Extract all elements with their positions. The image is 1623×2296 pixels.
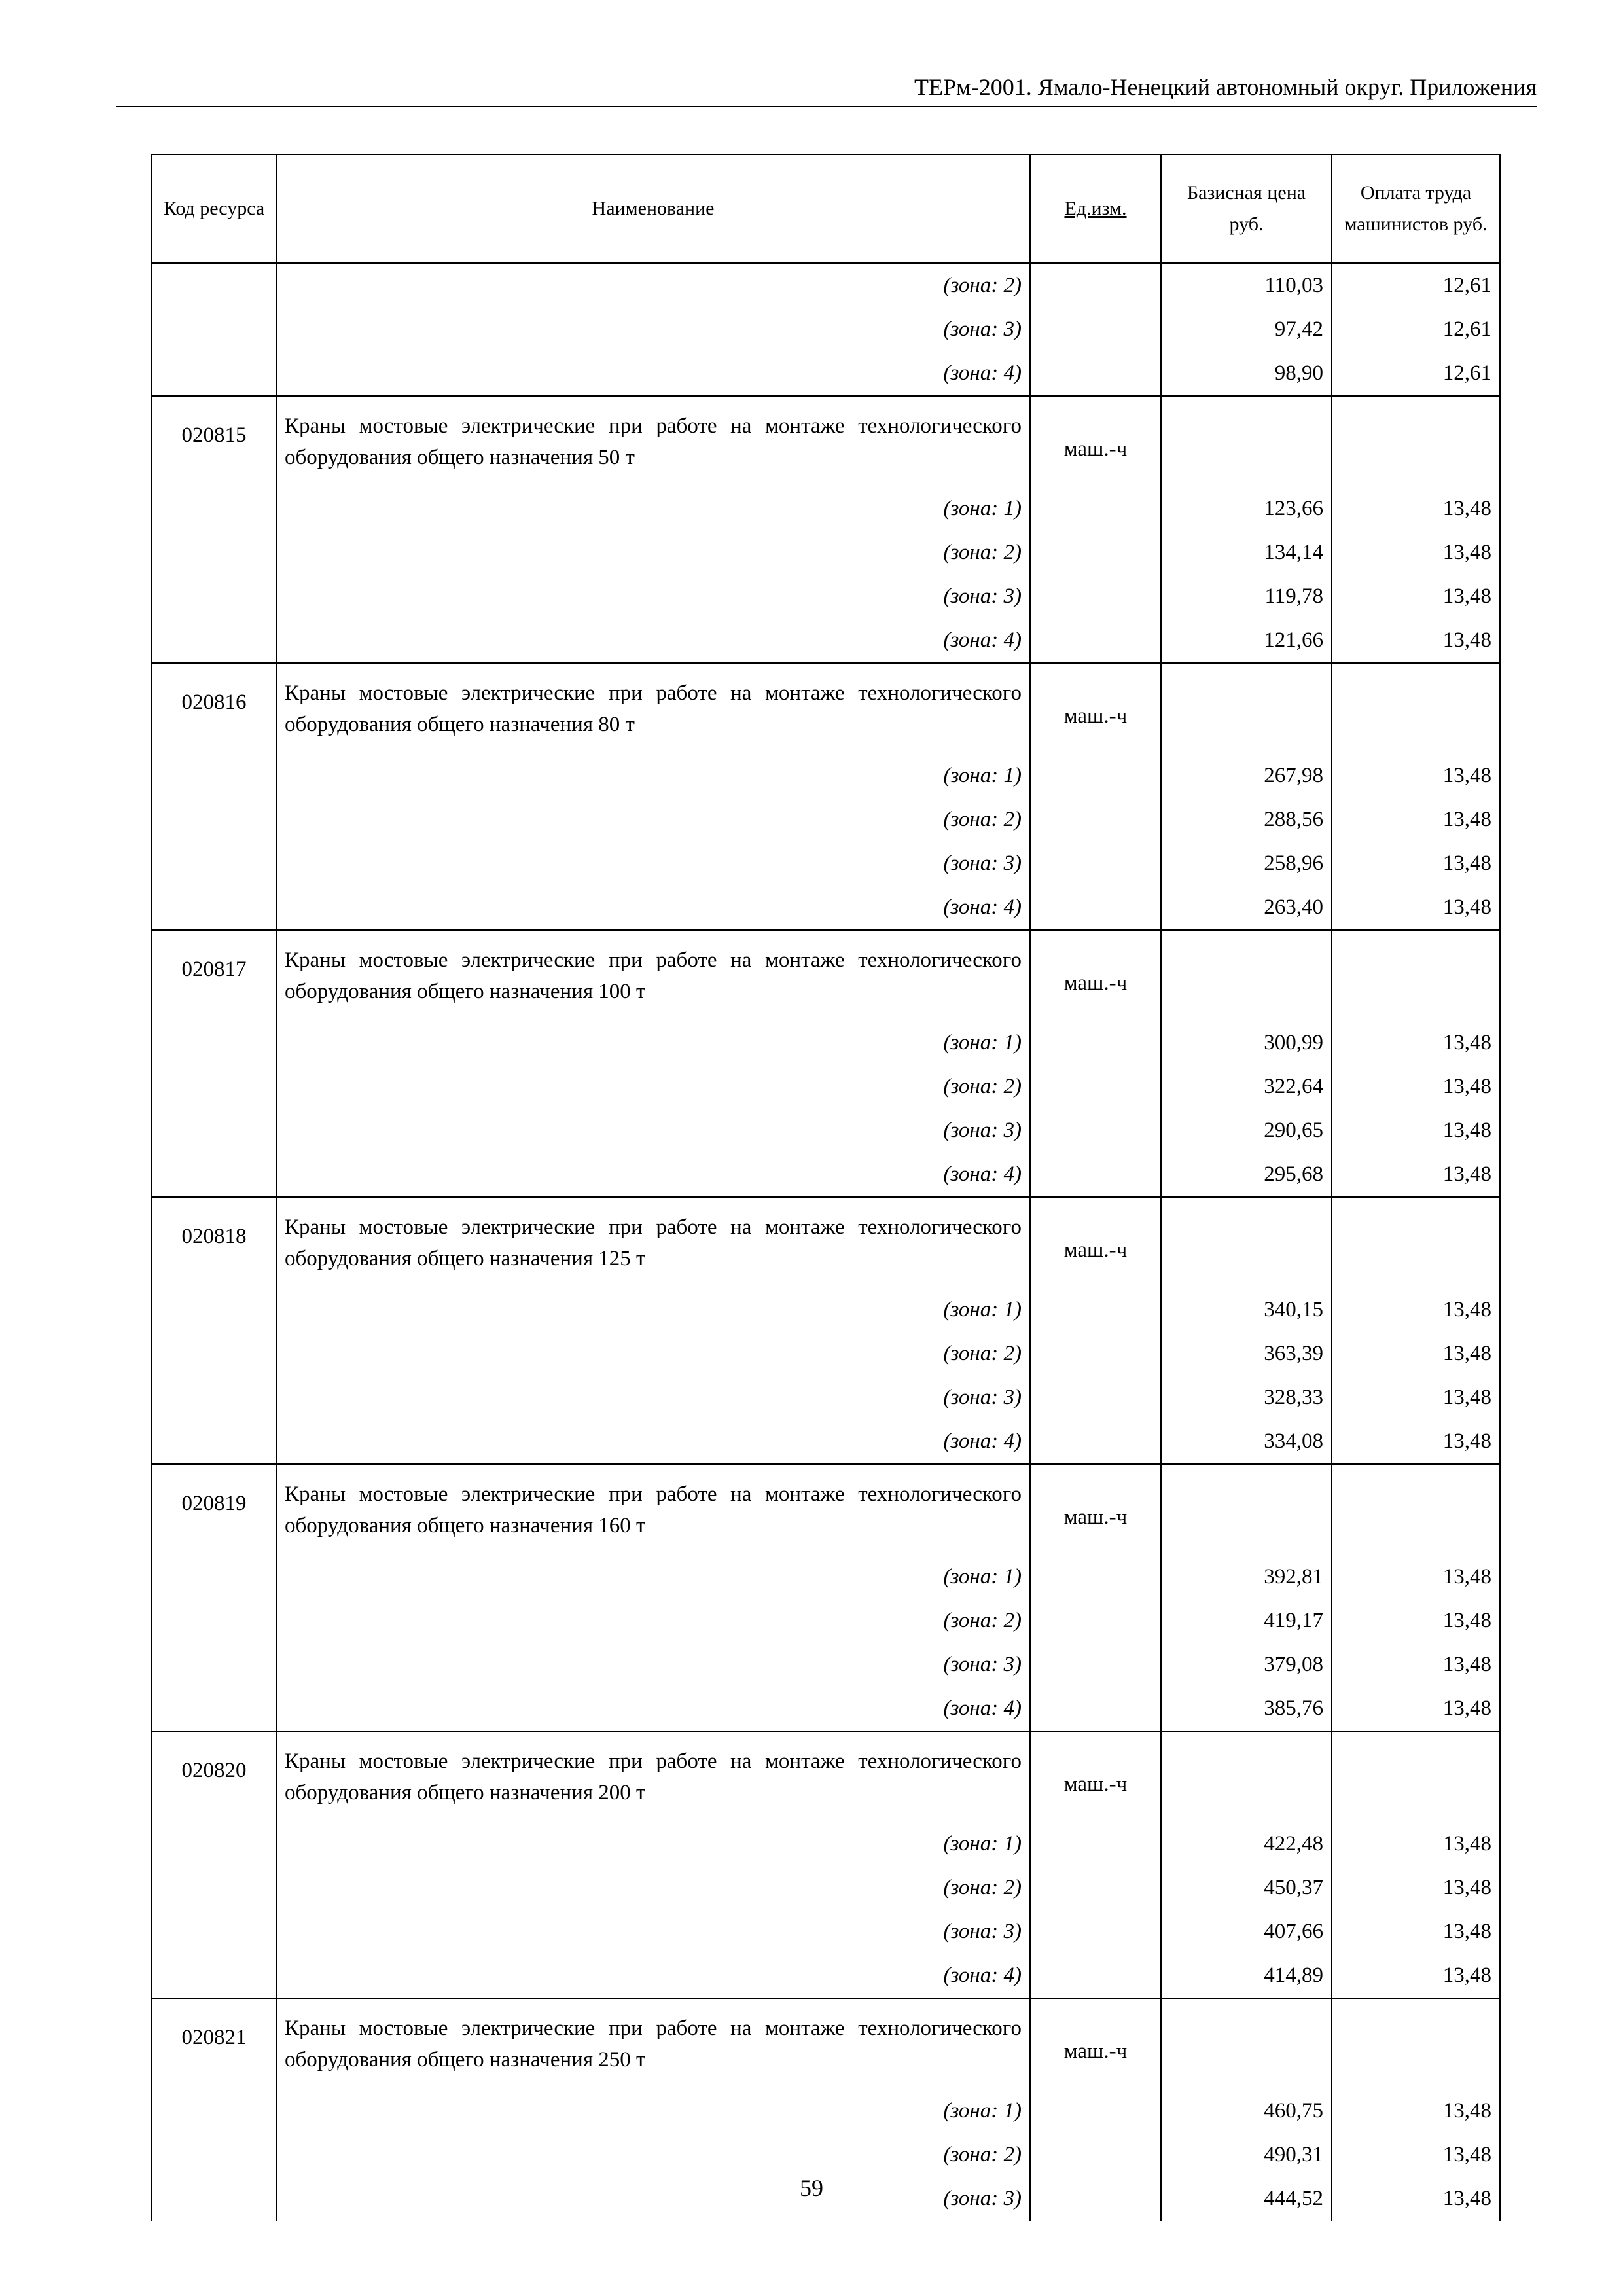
pay-cell: 13,48 [1332, 1910, 1500, 1954]
zone-label: (зона: 4) [276, 1153, 1030, 1197]
price-cell: 123,66 [1161, 487, 1332, 531]
unit-cell [1030, 487, 1161, 531]
table-header-row [152, 154, 1500, 263]
resource-code: 020815 [152, 396, 276, 487]
resource-price-table [151, 154, 1501, 2221]
unit-cell [1030, 1599, 1161, 1643]
code-cell [152, 487, 276, 531]
price-cell: 392,81 [1161, 1555, 1332, 1599]
zone-label: (зона: 1) [276, 487, 1030, 531]
table-row [152, 1332, 1500, 1376]
pay-cell: 13,48 [1332, 1866, 1500, 1910]
price-cell: 290,65 [1161, 1109, 1332, 1153]
price-cell [1161, 1998, 1332, 2089]
pay-cell: 13,48 [1332, 487, 1500, 531]
unit-cell [1030, 2133, 1161, 2177]
zone-label: (зона: 2) [276, 1599, 1030, 1643]
resource-unit: маш.-ч [1030, 1731, 1161, 1822]
pay-cell: 13,48 [1332, 1021, 1500, 1065]
code-cell [152, 1687, 276, 1731]
table-row [152, 1109, 1500, 1153]
code-cell [152, 1332, 276, 1376]
resource-code: 020818 [152, 1197, 276, 1288]
table-row [152, 619, 1500, 663]
table-row [152, 263, 1500, 308]
table-row [152, 1910, 1500, 1954]
resource-unit: маш.-ч [1030, 396, 1161, 487]
price-cell: 379,08 [1161, 1643, 1332, 1687]
column-header-name: Наименование [276, 154, 1030, 263]
zone-label: (зона: 1) [276, 1555, 1030, 1599]
unit-cell [1030, 2089, 1161, 2133]
price-cell: 288,56 [1161, 798, 1332, 842]
price-cell: 340,15 [1161, 1288, 1332, 1332]
price-cell [1161, 1464, 1332, 1555]
zone-label: (зона: 3) [276, 2177, 1030, 2221]
price-cell: 119,78 [1161, 575, 1332, 619]
code-cell [152, 1288, 276, 1332]
pay-cell: 13,48 [1332, 2177, 1500, 2221]
price-cell: 450,37 [1161, 1866, 1332, 1910]
price-cell: 407,66 [1161, 1910, 1332, 1954]
table-row [152, 1954, 1500, 1998]
pay-cell: 13,48 [1332, 2133, 1500, 2177]
resource-row [152, 396, 1500, 487]
price-cell: 322,64 [1161, 1065, 1332, 1109]
code-cell [152, 263, 276, 308]
unit-cell [1030, 1065, 1161, 1109]
column-header-code: Код ресурса [152, 154, 276, 263]
unit-cell [1030, 842, 1161, 886]
table-row [152, 1599, 1500, 1643]
code-cell [152, 2089, 276, 2133]
pay-cell: 13,48 [1332, 1332, 1500, 1376]
resource-name: Краны мостовые электрические при работе на монтаже технологического оборудования общего назначения 80 т [276, 663, 1030, 754]
pay-cell: 13,48 [1332, 1376, 1500, 1420]
resource-code: 020817 [152, 930, 276, 1021]
code-cell [152, 1109, 276, 1153]
price-cell: 258,96 [1161, 842, 1332, 886]
unit-cell [1030, 1954, 1161, 1998]
column-header-price: Базисная цена руб. [1161, 154, 1332, 263]
unit-cell [1030, 1153, 1161, 1197]
code-cell [152, 575, 276, 619]
pay-cell [1332, 1197, 1500, 1288]
table-row [152, 487, 1500, 531]
pay-cell: 12,61 [1332, 351, 1500, 396]
code-cell [152, 1153, 276, 1197]
price-cell: 328,33 [1161, 1376, 1332, 1420]
unit-cell [1030, 1288, 1161, 1332]
price-cell: 267,98 [1161, 754, 1332, 798]
price-cell: 414,89 [1161, 1954, 1332, 1998]
pay-cell: 13,48 [1332, 1822, 1500, 1866]
pay-cell: 13,48 [1332, 1954, 1500, 1998]
price-cell: 334,08 [1161, 1420, 1332, 1464]
zone-label: (зона: 3) [276, 1910, 1030, 1954]
unit-cell [1030, 263, 1161, 308]
resource-unit: маш.-ч [1030, 1998, 1161, 2089]
price-cell: 422,48 [1161, 1822, 1332, 1866]
pay-cell: 13,48 [1332, 1288, 1500, 1332]
resource-row [152, 1998, 1500, 2089]
table-row [152, 1643, 1500, 1687]
pay-cell [1332, 1998, 1500, 2089]
pay-cell [1332, 396, 1500, 487]
pay-cell [1332, 1464, 1500, 1555]
price-cell: 444,52 [1161, 2177, 1332, 2221]
resource-unit: маш.-ч [1030, 1464, 1161, 1555]
unit-cell [1030, 308, 1161, 351]
zone-label: (зона: 2) [276, 798, 1030, 842]
table-row [152, 2133, 1500, 2177]
zone-label: (зона: 3) [276, 842, 1030, 886]
pay-cell: 12,61 [1332, 263, 1500, 308]
resource-code: 020821 [152, 1998, 276, 2089]
unit-cell [1030, 1555, 1161, 1599]
unit-cell [1030, 1643, 1161, 1687]
page-number: 59 [800, 2175, 823, 2201]
table-row [152, 1687, 1500, 1731]
unit-cell [1030, 754, 1161, 798]
code-cell [152, 1866, 276, 1910]
pay-cell: 12,61 [1332, 308, 1500, 351]
code-cell [152, 351, 276, 396]
zone-label: (зона: 2) [276, 1866, 1030, 1910]
unit-cell [1030, 1021, 1161, 1065]
unit-cell [1030, 1910, 1161, 1954]
resource-name: Краны мостовые электрические при работе на монтаже технологического оборудования общего назначения 100 т [276, 930, 1030, 1021]
resource-row [152, 663, 1500, 754]
code-cell [152, 1376, 276, 1420]
resource-code: 020816 [152, 663, 276, 754]
code-cell [152, 1910, 276, 1954]
price-cell: 110,03 [1161, 263, 1332, 308]
zone-label: (зона: 1) [276, 754, 1030, 798]
zone-label: (зона: 2) [276, 263, 1030, 308]
code-cell [152, 754, 276, 798]
running-header: ТЕРм-2001. Ямало-Ненецкий автономный округ. Приложения [914, 74, 1537, 100]
zone-label: (зона: 3) [276, 575, 1030, 619]
table-row [152, 754, 1500, 798]
unit-cell [1030, 619, 1161, 663]
pay-cell: 13,48 [1332, 575, 1500, 619]
pay-cell [1332, 1731, 1500, 1822]
code-cell [152, 798, 276, 842]
pay-cell: 13,48 [1332, 1687, 1500, 1731]
zone-label: (зона: 4) [276, 351, 1030, 396]
pay-cell: 13,48 [1332, 2089, 1500, 2133]
pay-cell: 13,48 [1332, 1420, 1500, 1464]
zone-label: (зона: 3) [276, 1643, 1030, 1687]
unit-cell [1030, 1866, 1161, 1910]
zone-label: (зона: 2) [276, 1332, 1030, 1376]
zone-label: (зона: 4) [276, 619, 1030, 663]
unit-cell [1030, 1109, 1161, 1153]
table-row [152, 2089, 1500, 2133]
pay-cell: 13,48 [1332, 842, 1500, 886]
price-cell: 121,66 [1161, 619, 1332, 663]
table-row [152, 798, 1500, 842]
zone-label: (зона: 2) [276, 2133, 1030, 2177]
pay-cell: 13,48 [1332, 531, 1500, 575]
code-cell [152, 308, 276, 351]
code-cell [152, 886, 276, 930]
zone-label: (зона: 4) [276, 1954, 1030, 1998]
table-row [152, 1555, 1500, 1599]
code-cell [152, 1954, 276, 1998]
price-cell [1161, 930, 1332, 1021]
zone-label: (зона: 2) [276, 1065, 1030, 1109]
price-cell: 363,39 [1161, 1332, 1332, 1376]
resource-unit: маш.-ч [1030, 930, 1161, 1021]
table-row [152, 842, 1500, 886]
code-cell [152, 842, 276, 886]
resource-row [152, 1464, 1500, 1555]
resource-row [152, 930, 1500, 1021]
pay-cell: 13,48 [1332, 798, 1500, 842]
zone-label: (зона: 3) [276, 308, 1030, 351]
unit-cell [1030, 351, 1161, 396]
pay-cell: 13,48 [1332, 754, 1500, 798]
code-cell [152, 1021, 276, 1065]
code-cell [152, 1555, 276, 1599]
pay-cell: 13,48 [1332, 1153, 1500, 1197]
pay-cell: 13,48 [1332, 1109, 1500, 1153]
resource-row [152, 1197, 1500, 1288]
pay-cell [1332, 663, 1500, 754]
resource-row [152, 1731, 1500, 1822]
pay-cell: 13,48 [1332, 1065, 1500, 1109]
pay-cell: 13,48 [1332, 619, 1500, 663]
price-cell [1161, 1731, 1332, 1822]
price-cell: 490,31 [1161, 2133, 1332, 2177]
price-cell [1161, 396, 1332, 487]
zone-label: (зона: 4) [276, 886, 1030, 930]
code-cell [152, 1643, 276, 1687]
table-row [152, 1021, 1500, 1065]
pay-cell: 13,48 [1332, 1643, 1500, 1687]
zone-label: (зона: 3) [276, 1376, 1030, 1420]
table-row [152, 1866, 1500, 1910]
code-cell [152, 531, 276, 575]
resource-code: 020820 [152, 1731, 276, 1822]
resource-name: Краны мостовые электрические при работе на монтаже технологического оборудования общего назначения 200 т [276, 1731, 1030, 1822]
table-row [152, 1822, 1500, 1866]
price-cell: 385,76 [1161, 1687, 1332, 1731]
resource-name: Краны мостовые электрические при работе на монтаже технологического оборудования общего назначения 160 т [276, 1464, 1030, 1555]
price-cell: 134,14 [1161, 531, 1332, 575]
zone-label: (зона: 2) [276, 531, 1030, 575]
code-cell [152, 2133, 276, 2177]
code-cell [152, 1065, 276, 1109]
resource-code: 020819 [152, 1464, 276, 1555]
table-row [152, 1376, 1500, 1420]
table-row [152, 308, 1500, 351]
zone-label: (зона: 1) [276, 1288, 1030, 1332]
code-cell [152, 1420, 276, 1464]
unit-cell [1030, 1687, 1161, 1731]
price-cell: 97,42 [1161, 308, 1332, 351]
resource-name: Краны мостовые электрические при работе на монтаже технологического оборудования общего назначения 50 т [276, 396, 1030, 487]
unit-cell [1030, 1420, 1161, 1464]
pay-cell: 13,48 [1332, 886, 1500, 930]
unit-cell [1030, 531, 1161, 575]
column-header-pay: Оплата труда машинистов руб. [1332, 154, 1500, 263]
zone-label: (зона: 4) [276, 1420, 1030, 1464]
price-cell: 419,17 [1161, 1599, 1332, 1643]
zone-label: (зона: 1) [276, 1822, 1030, 1866]
table-row [152, 351, 1500, 396]
unit-cell [1030, 798, 1161, 842]
zone-label: (зона: 1) [276, 1021, 1030, 1065]
table-row [152, 1420, 1500, 1464]
code-cell [152, 1599, 276, 1643]
pay-cell: 13,48 [1332, 1599, 1500, 1643]
price-cell [1161, 663, 1332, 754]
zone-label: (зона: 1) [276, 2089, 1030, 2133]
zone-label: (зона: 4) [276, 1687, 1030, 1731]
price-cell [1161, 1197, 1332, 1288]
pay-cell: 13,48 [1332, 1555, 1500, 1599]
table-row [152, 531, 1500, 575]
resource-unit: маш.-ч [1030, 1197, 1161, 1288]
table-row [152, 1288, 1500, 1332]
resource-unit: маш.-ч [1030, 663, 1161, 754]
unit-cell [1030, 575, 1161, 619]
table-row [152, 1153, 1500, 1197]
price-cell: 98,90 [1161, 351, 1332, 396]
code-cell [152, 619, 276, 663]
price-cell: 300,99 [1161, 1021, 1332, 1065]
price-cell: 460,75 [1161, 2089, 1332, 2133]
code-cell [152, 1822, 276, 1866]
resource-name: Краны мостовые электрические при работе на монтаже технологического оборудования общего назначения 250 т [276, 1998, 1030, 2089]
table-row [152, 886, 1500, 930]
unit-cell [1030, 1332, 1161, 1376]
table-body [152, 263, 1500, 2221]
zone-label: (зона: 3) [276, 1109, 1030, 1153]
unit-cell [1030, 1376, 1161, 1420]
table-row [152, 575, 1500, 619]
table-row [152, 1065, 1500, 1109]
price-cell: 263,40 [1161, 886, 1332, 930]
column-header-unit: Ед.изм. [1030, 154, 1161, 263]
unit-cell [1030, 886, 1161, 930]
resource-name: Краны мостовые электрические при работе на монтаже технологического оборудования общего назначения 125 т [276, 1197, 1030, 1288]
header-rule [116, 106, 1537, 107]
price-cell: 295,68 [1161, 1153, 1332, 1197]
unit-cell [1030, 1822, 1161, 1866]
pay-cell [1332, 930, 1500, 1021]
